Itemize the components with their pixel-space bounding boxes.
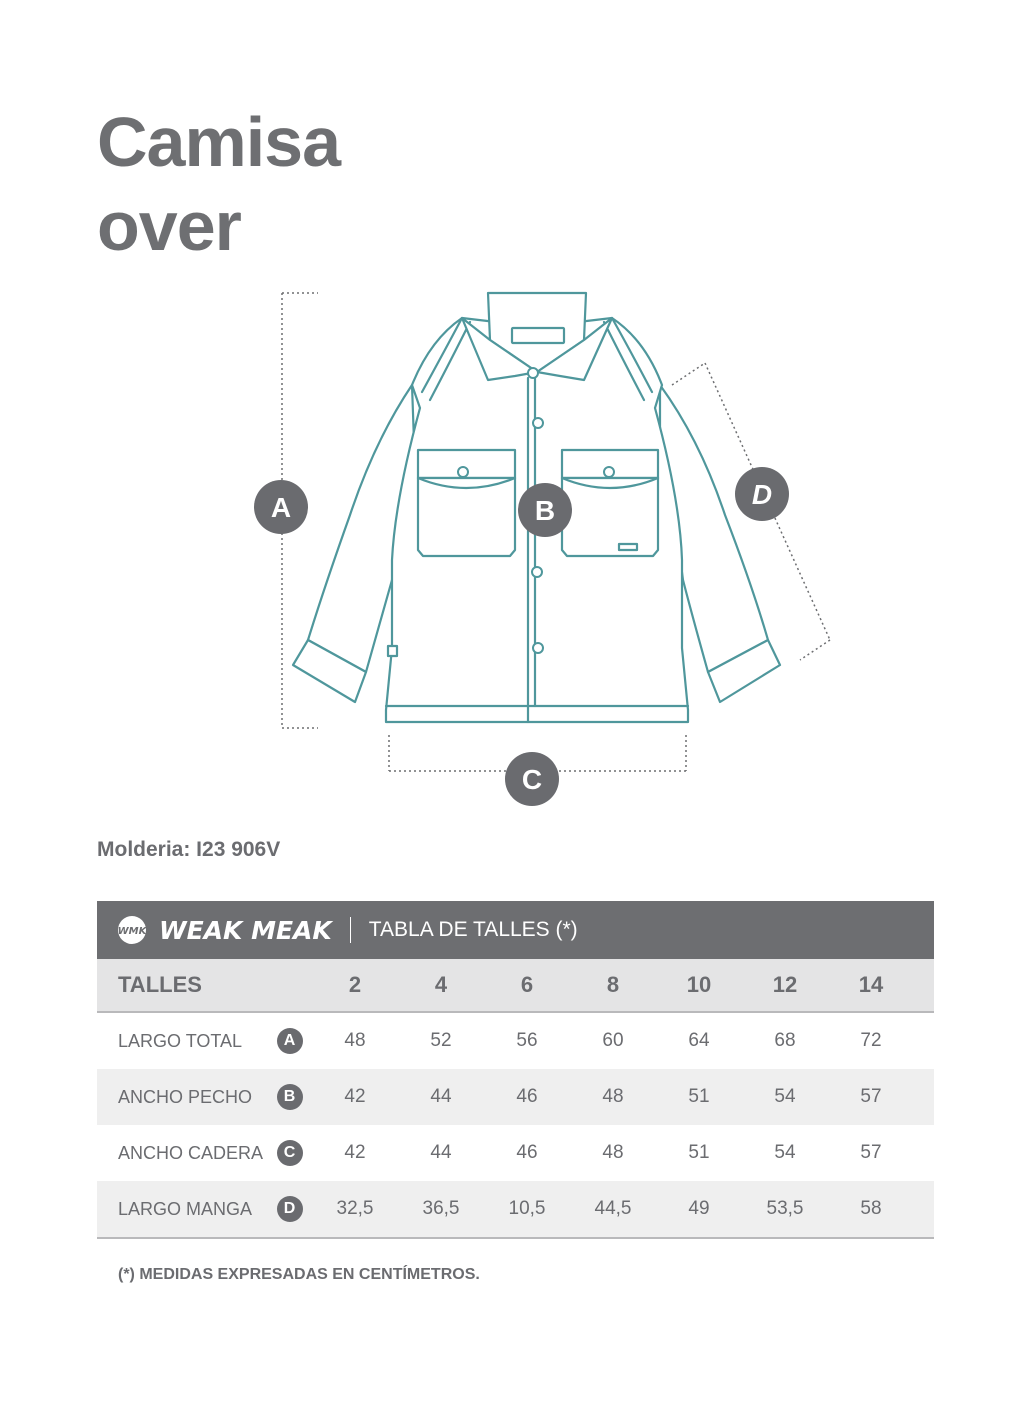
label-b: B (534, 495, 556, 526)
table-cell: 42 (344, 1142, 366, 1163)
table-cell: 54 (774, 1142, 796, 1163)
row-letter-badge: D (277, 1196, 303, 1222)
table-cell: 72 (860, 1030, 882, 1051)
label-b-badge (518, 483, 572, 537)
table-cell: 46 (516, 1142, 538, 1163)
size-header: 6 (520, 972, 534, 997)
table-row (97, 1181, 934, 1237)
size-table (97, 901, 934, 1239)
header-divider (350, 917, 351, 943)
table-cell: 32,5 (336, 1198, 374, 1219)
table-bottom-rule (97, 1237, 934, 1239)
table-cell: 51 (688, 1142, 710, 1163)
footnote: (*) MEDIDAS EXPRESADAS EN CENTÍMETROS. (118, 1266, 480, 1283)
label-a: A (270, 492, 292, 523)
table-cell: 48 (344, 1030, 366, 1051)
brand-name: WEAK MEAK (159, 915, 332, 945)
table-cell: 44,5 (594, 1198, 632, 1219)
table-cell: 64 (688, 1030, 710, 1051)
table-cell: 60 (602, 1030, 624, 1051)
table-cell: 56 (516, 1030, 538, 1051)
table-cell: 36,5 (422, 1198, 460, 1219)
title-line-2: over (97, 187, 241, 265)
size-header: 2 (348, 972, 362, 997)
row-label: LARGO TOTAL (118, 1030, 243, 1051)
label-c: C (521, 764, 543, 795)
table-cell: 46 (516, 1086, 538, 1107)
size-header: 10 (686, 972, 712, 997)
table-cell: 42 (344, 1086, 366, 1107)
table-row (97, 1013, 934, 1069)
brand-logo-icon (117, 915, 147, 945)
logo-text: WMK (117, 926, 147, 937)
sizes-row (97, 959, 934, 1013)
table-row (97, 1069, 934, 1125)
label-d: D (751, 479, 773, 510)
row-letter-badge: C (277, 1140, 303, 1166)
table-cell: 49 (688, 1198, 710, 1219)
row-label: ANCHO CADERA (118, 1142, 264, 1163)
table-cell: 52 (430, 1030, 452, 1051)
row-letter-badge: B (277, 1084, 303, 1110)
table-cell: 68 (774, 1030, 796, 1051)
table-cell: 54 (774, 1086, 796, 1107)
table-cell: 48 (602, 1086, 624, 1107)
size-header: 8 (606, 972, 620, 997)
row-label: ANCHO PECHO (118, 1086, 253, 1107)
row-label: LARGO MANGA (118, 1198, 253, 1219)
table-cell: 48 (602, 1142, 624, 1163)
size-header: 12 (772, 972, 798, 997)
table-cell: 58 (860, 1198, 882, 1219)
title-line-1: Camisa (97, 103, 341, 181)
size-table-header (97, 901, 934, 959)
label-c-badge (505, 752, 559, 806)
table-cell: 44 (430, 1142, 452, 1163)
table-cell: 57 (860, 1142, 882, 1163)
label-a-badge (254, 480, 308, 534)
table-row (97, 1125, 934, 1181)
size-header: 4 (434, 972, 448, 997)
table-title: TABLA DE TALLES (*) (368, 918, 578, 941)
label-d-badge (735, 467, 789, 521)
table-cell: 53,5 (766, 1198, 804, 1219)
row-letter-badge: A (277, 1028, 303, 1054)
table-cell: 10,5 (508, 1198, 546, 1219)
table-cell: 44 (430, 1086, 452, 1107)
table-cell: 51 (688, 1086, 710, 1107)
pattern-code: Molderia: I23 906V (97, 838, 281, 861)
sizes-label: TALLES (118, 972, 202, 997)
size-header: 14 (858, 972, 884, 997)
table-cell: 57 (860, 1086, 882, 1107)
